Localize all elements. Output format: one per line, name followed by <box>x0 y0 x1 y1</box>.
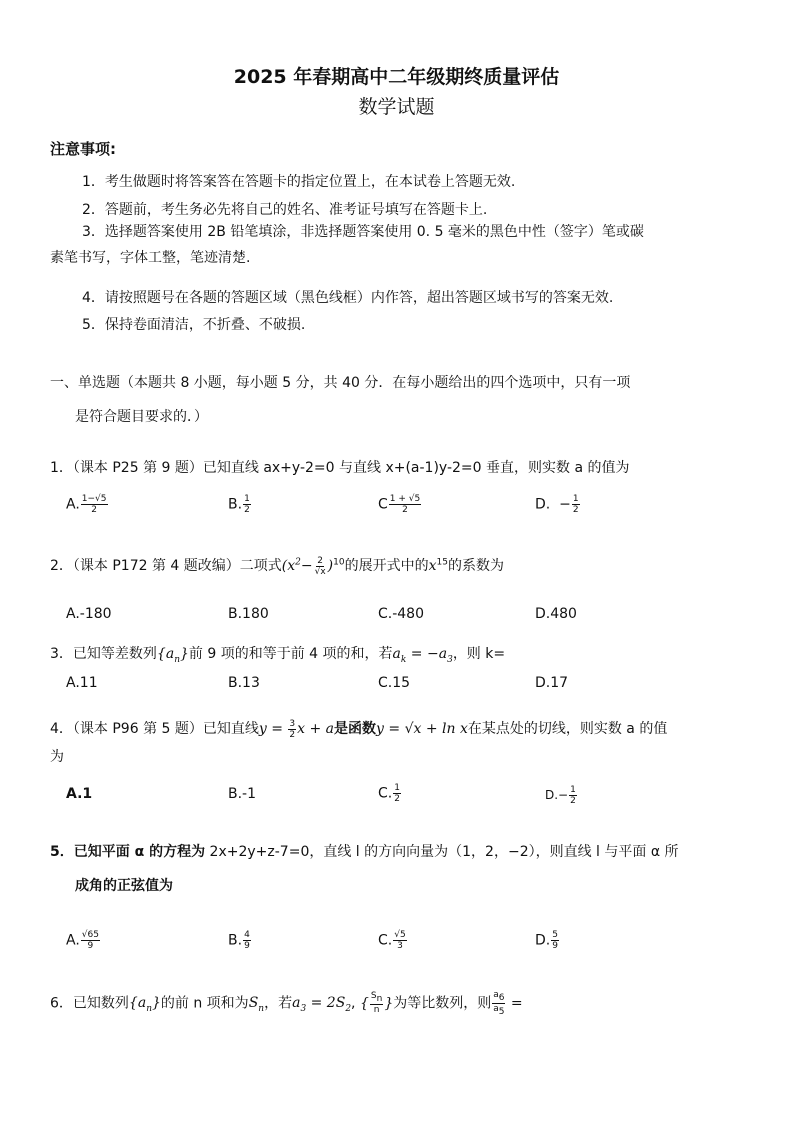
notice-item-3: 3．选择题答案使用 2B 铅笔填涂，非选择题答案使用 0. 5 毫米的黑色中性（签字）笔或碳 <box>82 224 644 240</box>
q2-option-d: D.480 <box>535 606 577 622</box>
q4-option-d: D.− $\frac{1}{2}$ <box>545 785 576 806</box>
q1-option-a: A. $\frac{1-√5}{2}$ <box>66 494 107 515</box>
notice-item-1: 1．考生做题时将答案答在答题卡的指定位置上，在本试卷上答题无效. <box>82 174 516 190</box>
q1-option-c: C $\frac{1 + √5}{2}$ <box>378 494 421 515</box>
q4-option-a: A.1 <box>66 786 93 802</box>
q3-option-a: A.11 <box>66 675 98 691</box>
question-4-text: 4．（课本 P96 第 5 题）已知直线y = $\frac{3}{2}$ x + a是函数y = √x + ln x在某点处的切线，则实数 a 的值 <box>50 718 668 740</box>
q1-option-b: B. $\frac{1}{2}$ <box>228 494 250 515</box>
q3-option-d: D.17 <box>535 675 569 691</box>
question-2-text: 2．（课本 P172 第 4 题改编）二项式($x^2-$ $\frac{2}{√x}$ )$^{10}$的展开式中的$x^{15}$的系数为 <box>50 555 504 577</box>
exam-title: 2025 年春期高中二年级期终质量评估 <box>233 66 560 88</box>
q4-option-c: C. $\frac{1}{2}$ <box>378 783 400 804</box>
exam-subtitle: 数学试题 <box>358 96 435 118</box>
q2-option-a: A.-180 <box>66 606 112 622</box>
notice-item-4: 4．请按照题号在各题的答题区域（黑色线框）内作答，超出答题区域书写的答案无效. <box>82 290 614 306</box>
q1-option-d: D. − $\frac{1}{2}$ <box>535 494 579 515</box>
notice-item-2: 2．答题前，考生务必先将自己的姓名、准考证号填写在答题卡上. <box>82 202 488 218</box>
q5-option-a: A. $\frac{√65}{9}$ <box>66 930 99 951</box>
question-3-text: 3．已知等差数列$\{a_n\}$前 9 项的和等于前 4 项的和，若$a_k = -a_3$，则 k= <box>50 646 506 665</box>
question-5-text: 5．已知平面 α 的方程为 2x+2y+z-7=0，直线 l 的方向向量为（1，2，−2），则直线 l 与平面 α 所 <box>50 844 679 860</box>
q5-option-b: B. $\frac{4}{9}$ <box>228 930 250 951</box>
q5-option-d: D. $\frac{5}{9}$ <box>535 930 558 951</box>
q2-option-c: C.-480 <box>378 606 424 622</box>
q4-option-b: B.-1 <box>228 786 257 802</box>
notice-heading: 注意事项: <box>50 140 116 158</box>
section-heading-cont: 是符合题目要求的．） <box>75 409 208 425</box>
q2-option-b: B.180 <box>228 606 269 622</box>
section-heading: 一、单选题（本题共 8 小题，每小题 5 分，共 40 分．在每小题给出的四个选项中，只有一项 <box>50 375 631 391</box>
question-6-text: 6．已知数列$\{a_n\}$的前 n 项和为$S_n$，若$a_3 = 2S_2$, { $\frac{Sn}{n}$ }为等比数列，则 $\frac{a6}{a5}$ = <box>50 990 523 1017</box>
question-4-text-cont: 为 <box>50 749 64 765</box>
notice-item-5: 5．保持卷面清洁，不折叠、不破损. <box>82 317 306 333</box>
notice-item-3-cont: 素笔书写，字体工整，笔迹清楚. <box>50 250 251 266</box>
q5-option-c: C. $\frac{√5}{3}$ <box>378 930 406 951</box>
question-5-text-cont: 成角的正弦值为 <box>75 878 173 894</box>
q3-option-b: B.13 <box>228 675 260 691</box>
question-1-text: 1．（课本 P25 第 9 题）已知直线 ax+y-2=0 与直线 x+(a-1)y-2=0 垂直，则实数 a 的值为 <box>50 460 630 476</box>
q3-option-c: C.15 <box>378 675 411 691</box>
